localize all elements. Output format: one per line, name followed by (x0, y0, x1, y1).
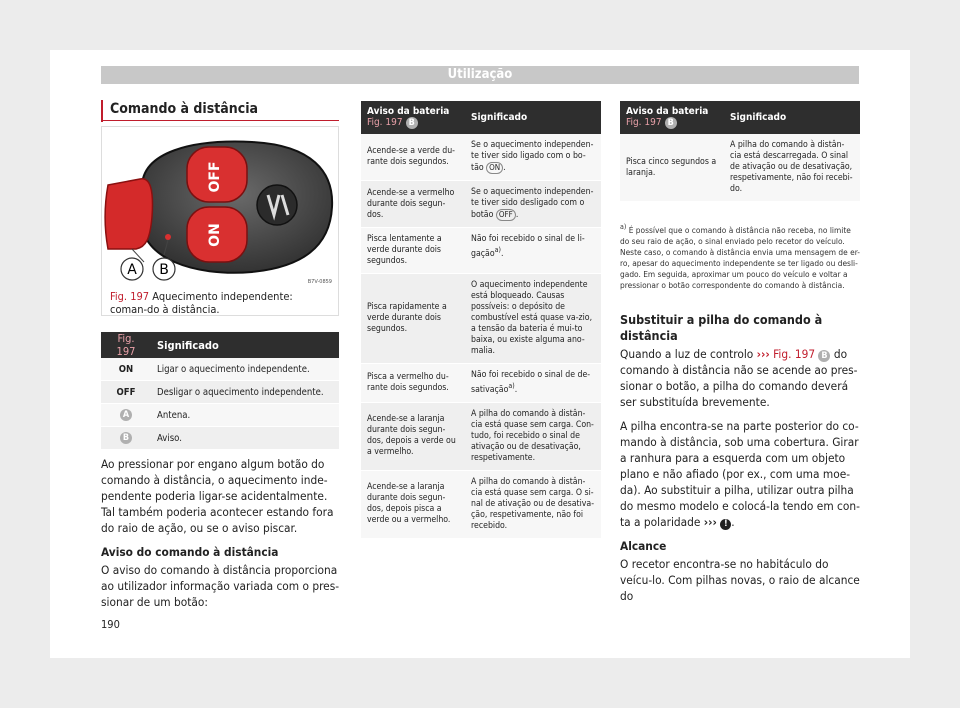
left-body-text (101, 456, 341, 618)
header-fig-ref: Fig. 197 (626, 117, 662, 128)
table-cell: Pisca cinco segundos a laranja. (620, 134, 724, 202)
table-row (361, 181, 601, 228)
paragraph (620, 346, 860, 410)
subheading: Alcance (620, 539, 667, 553)
header-callout-b: B (406, 117, 418, 129)
subheading: Aviso do comando à distância (101, 545, 279, 559)
table-cell: Ligar o aquecimento independente. (151, 358, 339, 381)
table-cell: Acende-se a verde du-rante dois segundos. (361, 134, 465, 181)
text: A pilha encontra-se na parte posterior do co-mando à distância, sob uma cobertura. Girar a ranhura para a esquerda com um objeto plano e não afiado (por ex., com uma moe-da). Ao substituir a pilha, utilizar outra pilha do mesmo modelo e colocá-la tendo em con-ta a polaridade (620, 419, 860, 529)
table-row (361, 364, 601, 403)
cell-text: . (515, 210, 519, 220)
table-row (361, 228, 601, 274)
table-cell (465, 364, 601, 403)
chapter-header: Utilização (101, 66, 859, 84)
table-row (620, 134, 860, 202)
figure-code: B7V-0859 (307, 279, 332, 285)
table-row (101, 381, 339, 404)
table-cell (465, 134, 601, 181)
off-keycap: OFF (496, 209, 516, 221)
figure-caption (110, 290, 332, 316)
cell-text: . (514, 384, 518, 395)
callout-b-badge: B (120, 432, 132, 444)
on-keycap: ON (486, 162, 503, 174)
table-battery-warning (361, 101, 601, 539)
callout-a-badge: A (120, 409, 132, 421)
table-row (101, 427, 339, 450)
table-cell: Acende-se a laranja durante dois segun-dos, depois a verde ou a vermelho. (361, 402, 465, 470)
table-header-warning (361, 101, 465, 134)
cell-text: . (500, 248, 504, 259)
table-cell: Pisca lentamente a verde durante dois segundos. (361, 228, 465, 274)
text: . (731, 515, 735, 529)
table-cell: Desligar o aquecimento independente. (151, 381, 339, 404)
caption-fig-ref: Fig. 197 (110, 290, 150, 303)
table-cell: Pisca rapidamente a verde durante dois segundos. (361, 274, 465, 364)
table-row (361, 470, 601, 538)
cell-text: Não foi recebido o sinal de li-gação (471, 234, 585, 259)
callout-b: B (159, 262, 169, 278)
paragraph: Ao pressionar por engano algum botão do comando à distância, o aquecimento inde-pendente poderia ligar-se acidentalmente. Tal também poderia acontecer estando fora do raio de ação, ou se o aviso piscar. (101, 457, 334, 535)
figure-197 (101, 126, 339, 316)
paragraph: O recetor encontra-se no habitáculo do veícu-lo. Com pilhas novas, o raio de alcance do (620, 557, 860, 603)
cell-text: . (503, 163, 506, 173)
footnote-text: É possível que o comando à distância não receba, no limite do seu raio de ação, o sinal enviado pelo recetor do veículo. Neste caso, o comando à distância envia uma mensagem de er-ro, apesar do aquecimento independente se ter ligado ou desli-gado. Em seguida, aproximar um pouco do veículo e voltar a pressionar o botão correspondente do comando à distância. (620, 224, 860, 290)
off-key-label: OFF (207, 161, 223, 193)
cell-text: Se o aquecimento independen-te tiver sido desligado com o botão (471, 187, 594, 220)
section-title-underline (101, 120, 339, 121)
table-cell: A pilha do comando à distân-cia está quase sem carga. Con-tudo, foi recebido o sinal de ativação ou de desativação, respetivamente. (465, 402, 601, 470)
paragraph (620, 418, 860, 530)
table-row (361, 402, 601, 470)
table-cell: Antena. (151, 404, 339, 427)
header-text: Aviso da bateria (626, 106, 709, 117)
table-header-meaning: Significado (724, 101, 860, 134)
table-cell: A pilha do comando à distân-cia está quase sem carga. O si-nal de ativação ou de desativa-ção, respetivamente, não foi recebido. (465, 470, 601, 538)
table-row (101, 358, 339, 381)
table-cell: Aviso. (151, 427, 339, 450)
table-header-meaning: Significado (465, 101, 601, 134)
footnote-ref: a) (494, 246, 501, 254)
table-keys (101, 332, 339, 450)
header-callout-b: B (665, 117, 677, 129)
table-cell (465, 181, 601, 228)
cross-ref-icon: ››› (756, 347, 770, 361)
key-off-label: OFF (116, 386, 136, 398)
page-number: 190 (101, 618, 120, 631)
section-title: Comando à distância (101, 100, 258, 122)
table-cell: Pisca a vermelho du-rante dois segundos. (361, 364, 465, 403)
table-row (361, 134, 601, 181)
text: Quando a luz de controlo (620, 347, 754, 361)
table-cell: A pilha do comando à distân-cia está descarregada. O sinal de ativação ou de desativação, respetivamente, não foi recebi-do. (724, 134, 860, 202)
table-header-warning (620, 101, 724, 134)
key-on-label: ON (118, 363, 134, 375)
table-battery-warning-cont (620, 101, 860, 202)
subheading: Substituir a pilha do comando à distância (620, 312, 823, 343)
footnote-mark: a) (620, 223, 627, 231)
table-row (361, 274, 601, 364)
table-cell: Acende-se a vermelho durante dois segun-dos. (361, 181, 465, 228)
table-cell: O aquecimento independente está bloqueado. Causas possíveis: o depósito de combustível está quase va-zio, a tensão da bateria é mui-to baixa, ou existe alguma ano-malia. (465, 274, 601, 364)
callout-b-badge: B (818, 350, 830, 362)
table-keys-header-fig: Fig. 197 (101, 332, 151, 358)
table-cell (465, 228, 601, 274)
cell-text: Se o aquecimento independen-te tiver sido ligado com o bo-tão (471, 140, 594, 173)
caption-text: Aquecimento independente: coman-do à distância. (110, 290, 293, 316)
cross-ref-icon: ››› (703, 515, 717, 529)
footnote (620, 222, 860, 291)
warning-icon: ! (720, 519, 731, 530)
table-row (101, 404, 339, 427)
table-keys-header-meaning: Significado (151, 332, 339, 358)
paragraph: O aviso do comando à distância proporciona ao utilizador informação variada com o pres-sionar de um botão: (101, 563, 340, 609)
on-key-label: ON (207, 223, 223, 247)
remote-control-illustration (102, 127, 338, 287)
table-cell: Acende-se a laranja durante dois segun-dos, depois pisca a verde ou a vermelho. (361, 470, 465, 538)
header-fig-ref: Fig. 197 (367, 117, 403, 128)
right-body-text (620, 312, 860, 612)
header-text: Aviso da bateria (367, 106, 450, 117)
text: do comando à distância não se acende ao pres-sionar o botão, a pilha do comando deverá ser substituída brevemente. (620, 347, 858, 409)
callout-a: A (127, 262, 137, 278)
cell-text: Não foi recebido o sinal de de-sativação (471, 370, 591, 395)
footnote-ref: a) (508, 382, 515, 390)
fig-ref-link[interactable]: Fig. 197 (773, 347, 816, 361)
